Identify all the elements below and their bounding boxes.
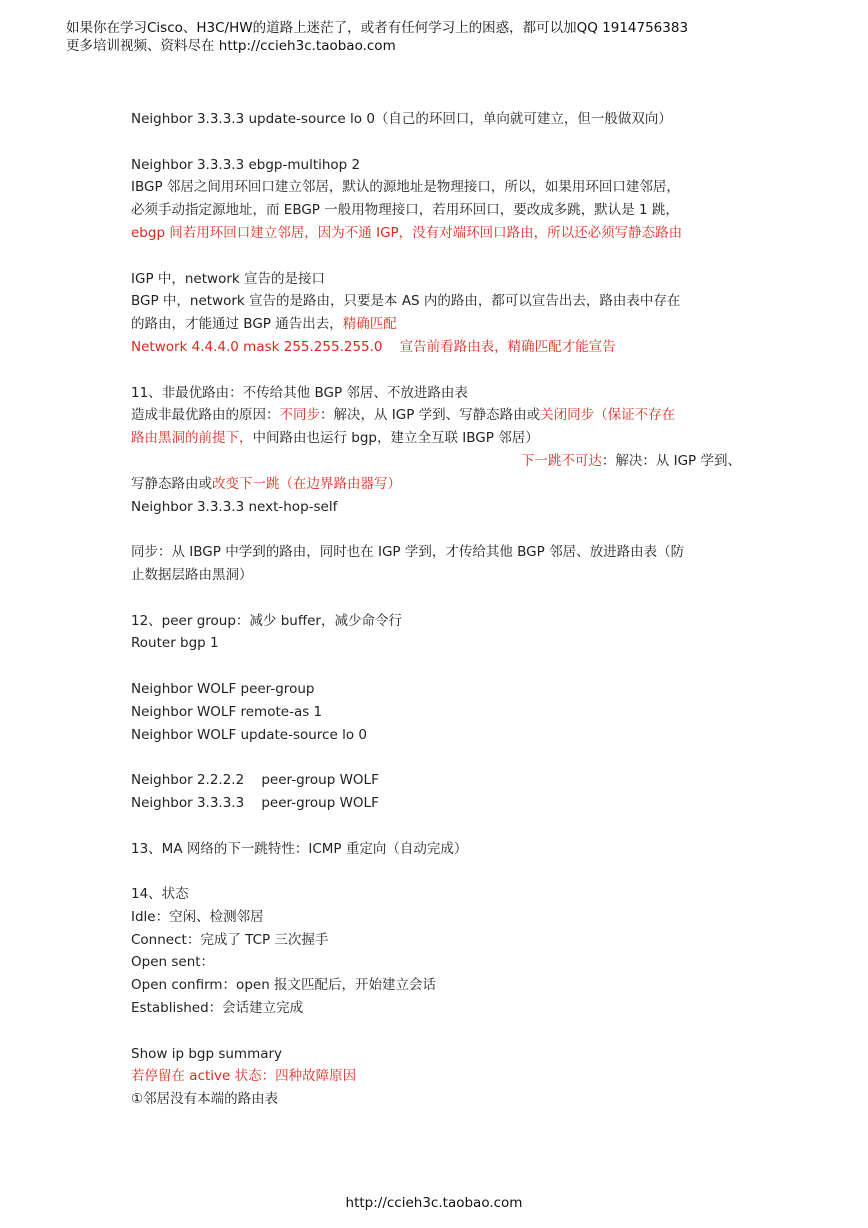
document-body	[131, 108, 741, 1111]
footer-url: http://ccieh3c.taobao.com	[345, 1195, 523, 1211]
text-line: IBGP 邻居之间用环回口建立邻居，默认的源地址是物理接口，所以，如果用环回口建邻居，	[131, 179, 680, 196]
highlighted-span: 不同步	[279, 407, 320, 424]
text-span: 写静态路由或	[131, 475, 212, 492]
highlighted-span: 改变下一跳（在边界路由器写）	[212, 475, 401, 492]
text-line: 必须手动指定源地址，而 EBGP 一般用物理接口，若用环回口，要改成多跳，默认是 1 跳，	[131, 202, 679, 219]
highlighted-span: 宣告前看路由表，精确匹配才能宣告	[399, 338, 616, 355]
highlighted-span: 下一跳不可达	[520, 452, 602, 469]
header-line-1: 如果你在学习Cisco、H3C/HW的道路上迷茫了，或者有任何学习上的困惑，都可以加QQ 1914756383	[66, 20, 689, 36]
text-line: BGP 中，network 宣告的是路由，只要是本 AS 内的路由，都可以宣告出去，路由表中存在	[131, 293, 681, 310]
text-line: Open sent：	[131, 954, 215, 971]
highlighted-span: 路由黑洞的前提下，	[131, 430, 253, 447]
text-line: Open confirm：open 报文匹配后，开始建立会话	[131, 977, 437, 994]
text-span: 的路由，才能通过 BGP 通告出去，	[131, 316, 343, 333]
text-line: IGP 中，network 宣告的是接口	[131, 270, 325, 287]
text-line: 止数据层路由黑洞）	[131, 566, 253, 583]
network-command: Network 4.4.4.0 mask 255.255.255.0	[131, 338, 383, 355]
text-line: 同步：从 IBGP 中学到的路由，同时也在 IGP 学到，才传给其他 BGP 邻居、放进路由表（防	[131, 544, 685, 561]
text-line: Neighbor 3.3.3.3 update-source lo 0（自己的环回口，单向就可建立，但一般做双向）	[131, 111, 672, 127]
text-line: Neighbor 3.3.3.3 ebgp-multihop 2	[131, 156, 361, 173]
text-line: Idle：空闲、检测邻居	[131, 908, 264, 925]
text-line: Neighbor 3.3.3.3 next-hop-self	[131, 498, 338, 515]
section-heading: 14、状态	[131, 886, 189, 903]
text-line	[131, 450, 741, 473]
text-line: Router bgp 1	[131, 635, 219, 652]
text-line: Neighbor 2.2.2.2 peer-group WOLF	[131, 772, 379, 789]
text-line: ①邻居没有本端的路由表	[131, 1091, 279, 1108]
text-line: Neighbor WOLF remote-as 1	[131, 703, 323, 720]
text-line	[131, 404, 741, 427]
text-line	[131, 427, 741, 450]
text-span: 造成非最优路由的原因：	[131, 407, 280, 424]
text-line: Neighbor 3.3.3.3 peer-group WOLF	[131, 794, 379, 811]
section-heading: 11、非最优路由：不传给其他 BGP 邻居、不放进路由表	[131, 384, 468, 401]
text-line: Show ip bgp summary	[131, 1045, 283, 1062]
text-line: Connect：完成了 TCP 三次握手	[131, 931, 329, 948]
highlighted-line	[131, 336, 741, 359]
highlighted-line: 若停留在 active 状态：四种故障原因	[131, 1068, 357, 1085]
text-line: Neighbor WOLF peer-group	[131, 680, 315, 697]
highlighted-span: 精确匹配	[342, 316, 397, 333]
highlighted-line: ebgp 间若用环回口建立邻居，因为不通 IGP，没有对端环回口路由，所以还必须写静态路由	[131, 224, 683, 241]
text-span: ：解决，从 IGP 学到、写静态路由或	[320, 407, 541, 424]
text-line	[131, 473, 741, 496]
text-line: Established：会话建立完成	[131, 1000, 304, 1017]
highlighted-span: 关闭同步（保证不存在	[540, 407, 676, 424]
section-heading: 13、MA 网络的下一跳特性：ICMP 重定向（自动完成）	[131, 840, 468, 857]
text-span: ：解决：从 IGP 学到、	[601, 452, 741, 469]
text-line	[131, 313, 741, 336]
text-line: Neighbor WOLF update-source lo 0	[131, 726, 367, 743]
section-heading: 12、peer group：减少 buffer，减少命令行	[131, 612, 402, 629]
text-span: 中间路由也运行 bgp，建立全互联 IBGP 邻居）	[252, 430, 539, 447]
header-line-2: 更多培训视频、资料尽在 http://ccieh3c.taobao.com	[66, 38, 396, 54]
